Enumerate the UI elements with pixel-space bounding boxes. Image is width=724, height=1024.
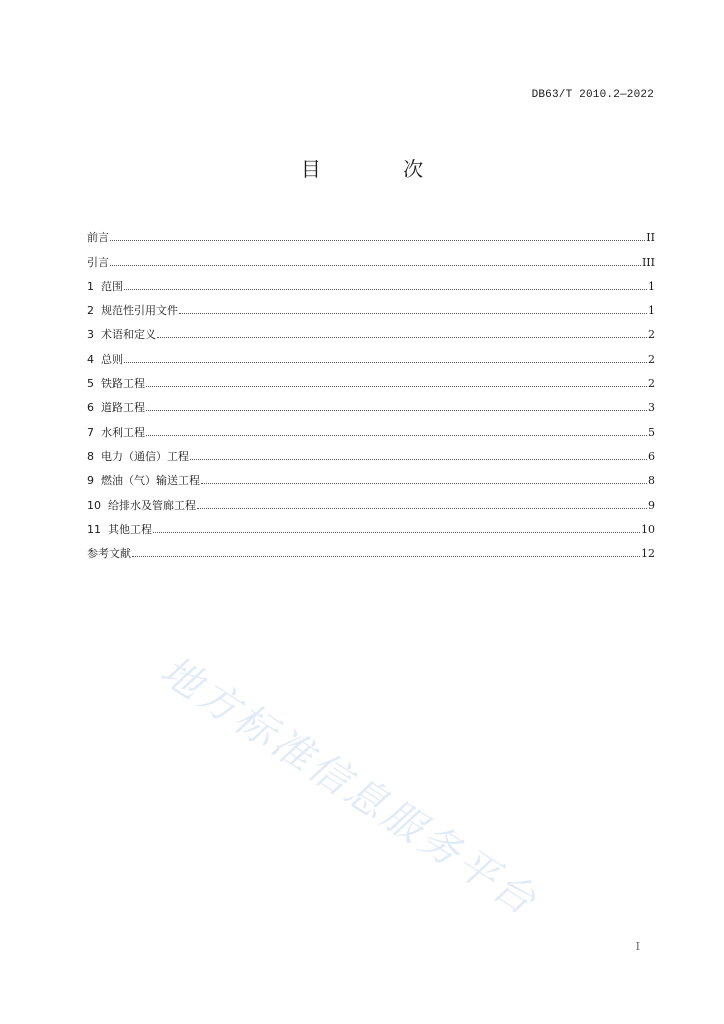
toc-page: 5 — [648, 425, 655, 439]
dot-leader — [146, 385, 647, 387]
toc-label: 术语和定义 — [101, 328, 156, 342]
toc-label: 水利工程 — [101, 425, 145, 439]
toc-page: 1 — [648, 304, 655, 318]
toc-entry-general[interactable] — [87, 341, 655, 365]
toc-number: 4 — [87, 352, 101, 366]
toc-label: 规范性引用文件 — [101, 304, 178, 318]
toc-label: 参考文献 — [87, 547, 131, 561]
toc-page: 3 — [648, 401, 655, 415]
table-of-contents — [87, 220, 655, 560]
toc-page: 10 — [641, 522, 655, 536]
toc-label: 电力（通信）工程 — [101, 449, 189, 463]
toc-entry-foreword[interactable] — [87, 220, 655, 244]
toc-entry-normative-references[interactable] — [87, 293, 655, 317]
dot-leader — [197, 507, 647, 509]
toc-label: 其他工程 — [108, 522, 152, 536]
toc-entry-water-conservancy[interactable] — [87, 414, 655, 438]
toc-number: 11 — [87, 522, 108, 536]
dot-leader — [201, 482, 647, 484]
toc-entry-terms[interactable] — [87, 317, 655, 341]
toc-page: 12 — [641, 547, 655, 561]
toc-number: 10 — [87, 498, 108, 512]
toc-entry-scope[interactable] — [87, 269, 655, 293]
toc-number: 3 — [87, 328, 101, 342]
dot-leader — [124, 361, 647, 363]
toc-page: 2 — [648, 377, 655, 391]
toc-label: 铁路工程 — [101, 377, 145, 391]
toc-entry-water-supply[interactable] — [87, 487, 655, 511]
toc-label: 前言 — [87, 231, 109, 245]
toc-label: 范围 — [101, 279, 123, 293]
dot-leader — [146, 409, 647, 411]
toc-entry-road[interactable] — [87, 390, 655, 414]
dot-leader — [157, 336, 647, 338]
toc-page: 8 — [648, 474, 655, 488]
toc-page: II — [646, 231, 655, 245]
toc-entry-railway[interactable] — [87, 366, 655, 390]
toc-number: 8 — [87, 449, 101, 463]
toc-entry-bibliography[interactable] — [87, 536, 655, 560]
dot-leader — [179, 312, 647, 314]
dot-leader — [110, 239, 645, 241]
toc-entry-fuel-transport[interactable] — [87, 463, 655, 487]
toc-label: 道路工程 — [101, 401, 145, 415]
toc-number: 9 — [87, 474, 101, 488]
toc-entry-power[interactable] — [87, 439, 655, 463]
dot-leader — [190, 458, 647, 460]
toc-label: 燃油（气）输送工程 — [101, 474, 200, 488]
toc-page: 9 — [648, 498, 655, 512]
toc-page: 6 — [648, 449, 655, 463]
toc-number: 7 — [87, 425, 101, 439]
toc-number: 2 — [87, 304, 101, 318]
page-number: I — [635, 940, 640, 953]
toc-number: 6 — [87, 401, 101, 415]
toc-page: 2 — [648, 352, 655, 366]
toc-page: 1 — [648, 279, 655, 293]
toc-number: 5 — [87, 377, 101, 391]
toc-label: 给排水及管廊工程 — [108, 498, 196, 512]
toc-label: 总则 — [101, 352, 123, 366]
toc-page: III — [641, 255, 655, 269]
dot-leader — [124, 288, 647, 290]
page-title: 目 次 — [300, 157, 462, 181]
toc-number: 1 — [87, 279, 101, 293]
toc-entry-introduction[interactable] — [87, 244, 655, 268]
doc-code: DB63/T 2010.2—2022 — [531, 89, 654, 101]
toc-entry-other[interactable] — [87, 512, 655, 536]
dot-leader — [153, 531, 640, 533]
toc-page: 2 — [648, 328, 655, 342]
dot-leader — [146, 434, 647, 436]
toc-label: 引言 — [87, 255, 109, 269]
dot-leader — [132, 555, 640, 557]
watermark: 地方标准信息服务平台 — [152, 647, 547, 926]
dot-leader — [110, 264, 641, 266]
